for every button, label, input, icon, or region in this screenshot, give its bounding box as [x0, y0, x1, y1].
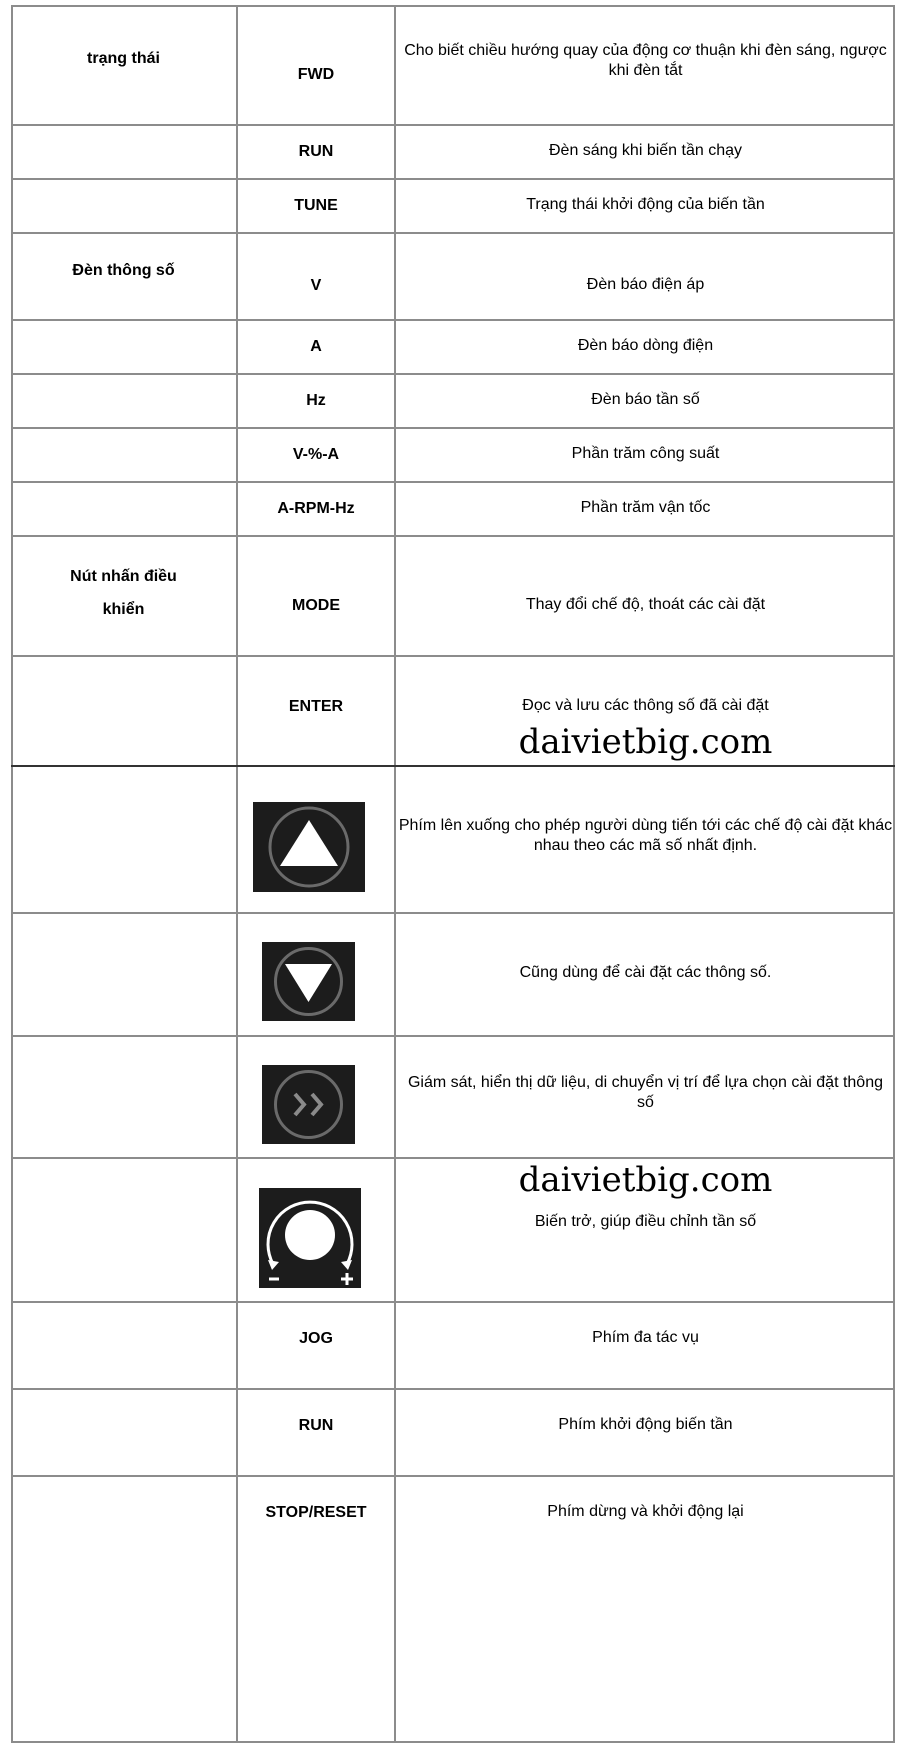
category-cell: [11, 233, 238, 320]
table-row: [11, 320, 895, 374]
table-row: [11, 1389, 895, 1476]
table-row: [11, 1158, 895, 1302]
description-cell: [396, 428, 895, 482]
key-label: MODE: [292, 597, 340, 614]
category-cell: [11, 1158, 238, 1302]
up-arrow-key-icon: [253, 802, 365, 892]
table-border-left: [11, 5, 13, 1743]
key-label: A: [310, 338, 322, 355]
key-label: TUNE: [294, 197, 338, 214]
key-cell: [238, 1476, 396, 1742]
key-label: A-RPM-Hz: [277, 500, 355, 517]
key-label: Hz: [306, 392, 326, 409]
category-cell: [11, 536, 238, 656]
description-text: Đèn sáng khi biến tần chạy: [548, 142, 742, 159]
key-label: ENTER: [288, 698, 344, 715]
description-cell: [396, 766, 895, 913]
row-divider: [11, 1157, 895, 1159]
key-cell: [238, 233, 396, 320]
category-label: trạng thái: [87, 50, 160, 67]
key-cell: [238, 766, 396, 913]
category-label-line: Nút nhấn điều: [70, 568, 177, 585]
row-divider: [11, 319, 895, 321]
row-divider: [11, 1035, 895, 1037]
key-cell: [238, 1036, 396, 1158]
description-cell: [396, 1302, 895, 1389]
description-cell: [396, 1158, 895, 1302]
row-divider: [11, 178, 895, 180]
description-cell: [396, 1389, 895, 1476]
key-cell: [238, 913, 396, 1036]
description-text: Đọc và lưu các thông số đã cài đặt: [522, 697, 769, 714]
key-cell: [238, 656, 396, 766]
key-label: V: [310, 277, 322, 294]
category-cell: [11, 766, 238, 913]
category-label: Đèn thông số: [72, 262, 175, 279]
row-divider: [11, 124, 895, 126]
row-divider: [11, 765, 895, 767]
key-cell: [238, 125, 396, 179]
description-text: Đèn báo điện áp: [586, 276, 705, 293]
description-cell: [396, 656, 895, 766]
description-text: Phần trăm vận tốc: [580, 499, 711, 516]
key-cell: [238, 1389, 396, 1476]
description-text: Biến trở, giúp điều chỉnh tần số: [534, 1213, 757, 1230]
row-divider: [11, 373, 895, 375]
description-cell: [396, 320, 895, 374]
table-row: [11, 1302, 895, 1389]
category-cell: [11, 320, 238, 374]
category-cell: [11, 374, 238, 428]
description-text: Giám sát, hiển thị dữ liệu, di chuyển vị trí để lựa chọn cài đặt thông số: [407, 1074, 883, 1111]
row-divider: [11, 655, 895, 657]
category-cell: [11, 428, 238, 482]
description-cell: [396, 233, 895, 320]
table-row: [11, 1476, 895, 1742]
table-row: [11, 5, 895, 125]
category-cell: [11, 482, 238, 536]
key-label: STOP/RESET: [265, 1504, 367, 1521]
description-cell: [396, 1036, 895, 1158]
key-cell: [238, 1158, 396, 1302]
key-cell: [238, 536, 396, 656]
table-row: [11, 656, 895, 766]
description-cell: [396, 482, 895, 536]
description-cell: [396, 913, 895, 1036]
key-label: RUN: [298, 143, 334, 160]
description-text: Phím lên xuống cho phép người dùng tiến tới các chế độ cài đặt khác nhau theo các mã số nhất định.: [398, 817, 893, 854]
description-text: Cũng dùng để cài đặt các thông số.: [519, 964, 772, 981]
down-arrow-key-icon: [262, 942, 355, 1021]
table-row: [11, 766, 895, 913]
key-label: JOG: [299, 1330, 333, 1347]
category-cell: [11, 656, 238, 766]
category-cell: [11, 1036, 238, 1158]
description-text: Phím đa tác vụ: [592, 1329, 699, 1346]
description-cell: [396, 374, 895, 428]
category-cell: [11, 1476, 238, 1742]
row-divider: [11, 535, 895, 537]
table-row: [11, 179, 895, 233]
row-divider: [11, 1475, 895, 1477]
potentiometer-knob-icon: [259, 1188, 361, 1288]
row-divider: [11, 1741, 895, 1743]
table-border-right: [893, 5, 895, 1743]
key-cell: [238, 1302, 396, 1389]
row-divider: [11, 427, 895, 429]
category-label-line: khiển: [102, 601, 145, 618]
row-divider: [11, 1301, 895, 1303]
description-cell: [396, 536, 895, 656]
description-text: Phần trăm công suất: [571, 445, 720, 462]
table-row: [11, 125, 895, 179]
description-text: Trạng thái khởi động của biến tần: [526, 196, 765, 213]
table-row: [11, 428, 895, 482]
table-row: [11, 233, 895, 320]
key-label: V-%-A: [292, 446, 340, 463]
category-cell: [11, 1302, 238, 1389]
table-row: [11, 374, 895, 428]
category-cell: [11, 913, 238, 1036]
description-text: Thay đổi chế độ, thoát các cài đặt: [525, 596, 766, 613]
row-divider: [11, 1388, 895, 1390]
key-label: FWD: [297, 66, 335, 83]
description-text: Phím dừng và khởi động lại: [547, 1503, 744, 1520]
description-text: Phím khởi động biến tần: [558, 1416, 733, 1433]
key-cell: [238, 5, 396, 125]
key-cell: [238, 179, 396, 233]
key-label: RUN: [298, 1417, 334, 1434]
key-cell: [238, 374, 396, 428]
description-cell: [396, 125, 895, 179]
key-cell: [238, 482, 396, 536]
table-row: [11, 1036, 895, 1158]
description-cell: [396, 5, 895, 125]
description-cell: [396, 1476, 895, 1742]
shift-key-icon: [262, 1065, 355, 1144]
description-text: Đèn báo dòng điện: [577, 337, 714, 354]
parameter-table: [11, 5, 895, 1743]
description-text: Đèn báo tần số: [591, 391, 700, 408]
category-cell: [11, 125, 238, 179]
row-divider: [11, 481, 895, 483]
category-cell: [11, 5, 238, 125]
key-cell: [238, 428, 396, 482]
row-divider: [11, 5, 895, 7]
table-row: [11, 913, 895, 1036]
category-label: [11, 560, 236, 626]
description-text: Cho biết chiều hướng quay của động cơ thuận khi đèn sáng, ngược khi đèn tắt: [404, 42, 887, 79]
category-cell: [11, 1389, 238, 1476]
watermark: daivietbig.com: [518, 722, 773, 762]
table-row: [11, 482, 895, 536]
table-row: [11, 536, 895, 656]
watermark: daivietbig.com: [518, 1160, 773, 1200]
category-cell: [11, 179, 238, 233]
row-divider: [11, 232, 895, 234]
row-divider: [11, 912, 895, 914]
key-cell: [238, 320, 396, 374]
description-cell: [396, 179, 895, 233]
